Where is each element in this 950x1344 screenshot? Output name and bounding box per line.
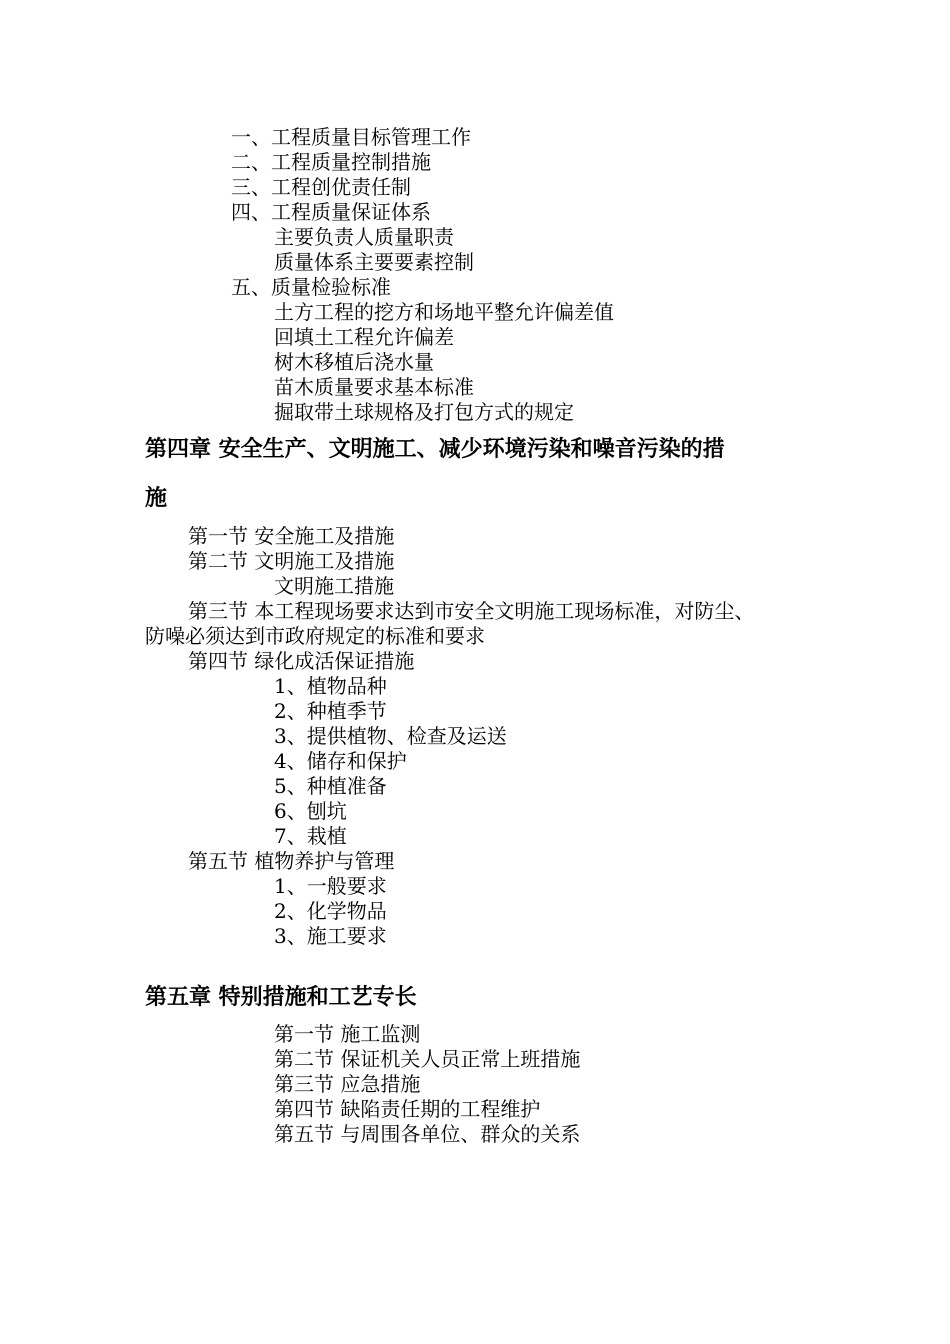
- list-item: 1、植物品种: [274, 674, 387, 698]
- chapter4-section-4: 第四节 绿化成活保证措施: [188, 649, 415, 673]
- toc-item-inspection-standards: 五、质量检验标准: [231, 275, 391, 299]
- chapter4-section-1: 第一节 安全施工及措施: [188, 524, 395, 548]
- list-item: 2、种植季节: [274, 699, 387, 723]
- chapter5-section: 第一节 施工监测: [274, 1022, 421, 1046]
- chapter4-section-2-sub: 文明施工措施: [274, 574, 394, 598]
- list-item: 1、一般要求: [274, 874, 387, 898]
- chapter5-section: 第四节 缺陷责任期的工程维护: [274, 1097, 541, 1121]
- toc-subitem-backfill-tolerance: 回填土工程允许偏差: [274, 325, 454, 349]
- list-item: 7、栽植: [274, 824, 347, 848]
- toc-subitem-seedling-standard: 苗木质量要求基本标准: [274, 375, 474, 399]
- chapter4-title: 第四章 安全生产、文明施工、减少环境污染和噪音污染的措: [145, 437, 725, 462]
- list-item: 2、化学物品: [274, 899, 387, 923]
- chapter4-section-3: 第三节 本工程现场要求达到市安全文明施工现场标准，对防尘、: [188, 599, 755, 623]
- list-item: 6、刨坑: [274, 799, 347, 823]
- chapter5-title: 第五章 特别措施和工艺专长: [145, 985, 417, 1010]
- list-item: 5、种植准备: [274, 774, 387, 798]
- toc-item-quality-responsibility: 三、工程创优责任制: [231, 175, 411, 199]
- toc-subitem-rootball-spec: 掘取带土球规格及打包方式的规定: [274, 400, 574, 424]
- toc-subitem-system-elements: 质量体系主要要素控制: [274, 250, 474, 274]
- chapter4-title-cont: 施: [145, 486, 168, 511]
- toc-item-quality-system: 四、工程质量保证体系: [231, 200, 431, 224]
- chapter5-section: 第二节 保证机关人员正常上班措施: [274, 1047, 581, 1071]
- chapter4-section-2: 第二节 文明施工及措施: [188, 549, 395, 573]
- toc-subitem-watering-amount: 树木移植后浇水量: [274, 350, 434, 374]
- toc-item-quality-target: 一、工程质量目标管理工作: [231, 125, 471, 149]
- chapter4-section-3-cont: 防噪必须达到市政府规定的标准和要求: [145, 624, 485, 648]
- toc-subitem-leader-duties: 主要负责人质量职责: [274, 225, 454, 249]
- list-item: 3、提供植物、检查及运送: [274, 724, 507, 748]
- chapter5-section: 第五节 与周围各单位、群众的关系: [274, 1122, 581, 1146]
- chapter4-section-5: 第五节 植物养护与管理: [188, 849, 395, 873]
- chapter5-section: 第三节 应急措施: [274, 1072, 421, 1096]
- list-item: 4、储存和保护: [274, 749, 407, 773]
- list-item: 3、施工要求: [274, 924, 387, 948]
- toc-item-quality-control: 二、工程质量控制措施: [231, 150, 431, 174]
- toc-subitem-excavation-tolerance: 土方工程的挖方和场地平整允许偏差值: [274, 300, 614, 324]
